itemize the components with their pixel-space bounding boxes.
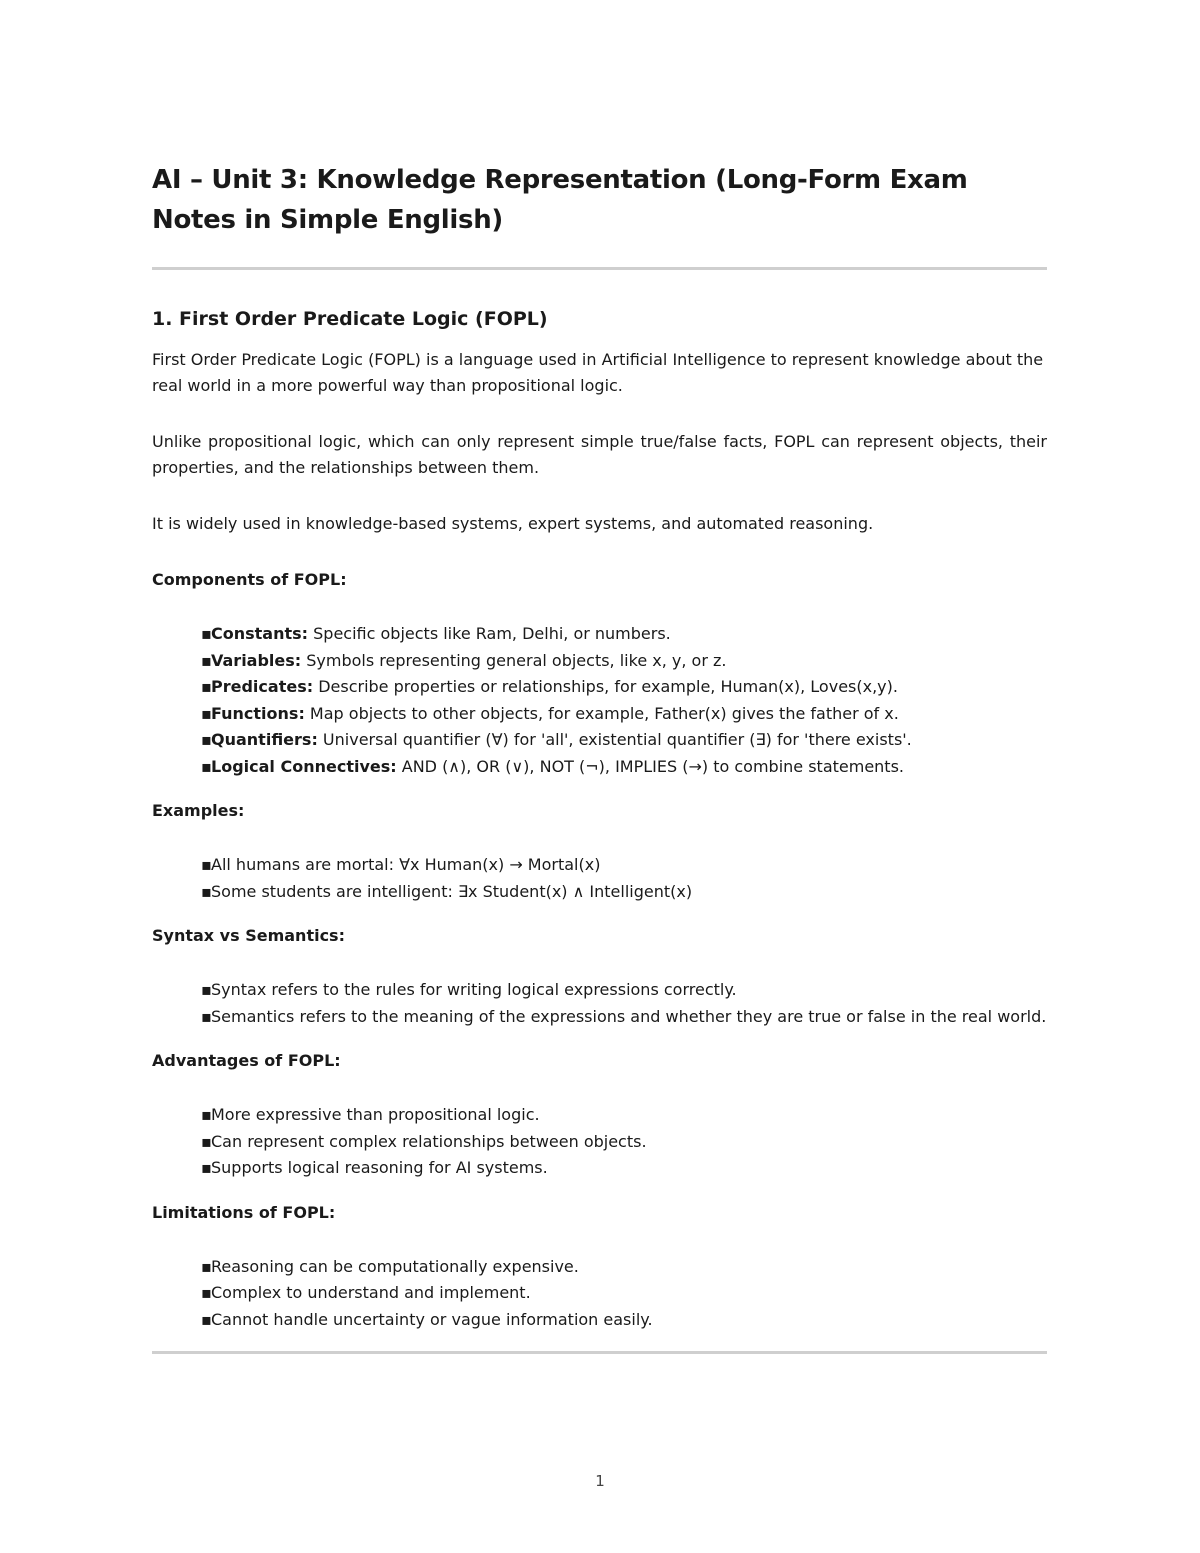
- list-item: [201, 1254, 1047, 1281]
- components-heading: Components of FOPL:: [152, 570, 347, 589]
- examples-heading: Examples:: [152, 801, 245, 820]
- bullet-icon: ▪: [201, 1006, 212, 1026]
- advantages-heading: Advantages of FOPL:: [152, 1051, 341, 1070]
- list-item: [201, 754, 1047, 781]
- limitations-heading: Limitations of FOPL:: [152, 1202, 336, 1222]
- list-item: [201, 674, 1047, 701]
- item-term: Predicates:: [211, 677, 314, 696]
- comparison-paragraph: Unlike propositional logic, which can only represent simple true/false facts, FOPL can represent objects, their properties, and the relationships between them.: [152, 432, 1047, 477]
- list-item: [201, 1307, 1047, 1334]
- list-item: [201, 977, 1047, 1004]
- bullet-icon: ▪: [201, 624, 212, 643]
- bullet-icon: ▪: [201, 855, 212, 874]
- item-text: Reasoning can be computationally expensive.: [211, 1256, 579, 1276]
- item-term: Logical Connectives:: [211, 756, 397, 776]
- advantages-list: [201, 1102, 1047, 1182]
- list-item: [201, 648, 1047, 675]
- bullet-icon: ▪: [201, 1158, 212, 1177]
- list-item: [201, 1280, 1047, 1307]
- bullet-icon: ▪: [201, 1256, 212, 1276]
- item-term: Variables:: [211, 650, 302, 670]
- list-item: [201, 621, 1047, 648]
- section-divider: [152, 1351, 1047, 1354]
- bullet-icon: ▪: [201, 756, 212, 776]
- section-title: 1. First Order Predicate Logic (FOPL): [152, 308, 548, 330]
- limitations-list: [201, 1254, 1047, 1334]
- list-item: [201, 879, 1047, 906]
- bullet-icon: ▪: [201, 1105, 212, 1124]
- item-text: AND (∧), OR (∨), NOT (¬), IMPLIES (→) to combine statements.: [396, 756, 904, 776]
- item-text: Symbols representing general objects, like x, y, or z.: [301, 650, 727, 670]
- item-text: Universal quantifier (∀) for 'all', existential quantifier (∃) for 'there exists'.: [317, 730, 912, 749]
- syntax-semantics-heading: Syntax vs Semantics:: [152, 926, 345, 945]
- page-number: 1: [595, 1472, 605, 1490]
- item-text: Supports logical reasoning for AI systems.: [211, 1158, 548, 1177]
- list-item: [201, 727, 1047, 754]
- item-term: Constants:: [211, 624, 309, 643]
- list-item: [201, 852, 1047, 879]
- usage-paragraph: It is widely used in knowledge-based systems, expert systems, and automated reasoning.: [152, 514, 874, 533]
- bullet-icon: ▪: [201, 703, 212, 723]
- bullet-icon: ▪: [201, 730, 212, 749]
- bullet-icon: ▪: [201, 980, 212, 999]
- bullet-icon: ▪: [201, 677, 212, 696]
- syntax-semantics-list: [201, 977, 1047, 1030]
- examples-list: [201, 852, 1047, 905]
- item-term: Quantifiers:: [211, 730, 318, 749]
- document-page: [152, 160, 1047, 1354]
- components-list: [201, 621, 1047, 780]
- item-text: Map objects to other objects, for example, Father(x) gives the father of x.: [304, 703, 899, 723]
- item-text: Syntax refers to the rules for writing logical expressions correctly.: [211, 980, 737, 999]
- item-text: Semantics refers to the meaning of the expressions and whether they are true or false in the real world.: [211, 1006, 1047, 1026]
- bullet-icon: ▪: [201, 1283, 212, 1302]
- item-text: All humans are mortal: ∀x Human(x) → Mortal(x): [211, 855, 601, 874]
- document-title: AI – Unit 3: Knowledge Representation (Long-Form Exam Notes in Simple English): [152, 165, 968, 235]
- item-text: Describe properties or relationships, for example, Human(x), Loves(x,y).: [313, 677, 898, 696]
- item-text: More expressive than propositional logic.: [211, 1105, 540, 1124]
- item-text: Complex to understand and implement.: [211, 1283, 531, 1302]
- intro-paragraph: First Order Predicate Logic (FOPL) is a language used in Artificial Intelligence to represent knowledge about the real world in a more powerful way than propositional logic.: [152, 350, 1044, 395]
- bullet-icon: ▪: [201, 1309, 212, 1329]
- item-term: Functions:: [211, 703, 305, 723]
- item-text: Some students are intelligent: ∃x Student(x) ∧ Intelligent(x): [211, 881, 693, 901]
- item-text: Can represent complex relationships between objects.: [211, 1131, 647, 1151]
- list-item: [201, 701, 1047, 728]
- bullet-icon: ▪: [201, 650, 212, 670]
- title-divider: [152, 267, 1047, 270]
- item-text: Cannot handle uncertainty or vague information easily.: [211, 1309, 653, 1329]
- list-item: [201, 1102, 1047, 1129]
- bullet-icon: ▪: [201, 881, 212, 901]
- list-item: [201, 1129, 1047, 1156]
- list-item: [201, 1004, 1047, 1031]
- bullet-icon: ▪: [201, 1131, 212, 1151]
- item-text: Specific objects like Ram, Delhi, or numbers.: [308, 624, 671, 643]
- list-item: [201, 1155, 1047, 1182]
